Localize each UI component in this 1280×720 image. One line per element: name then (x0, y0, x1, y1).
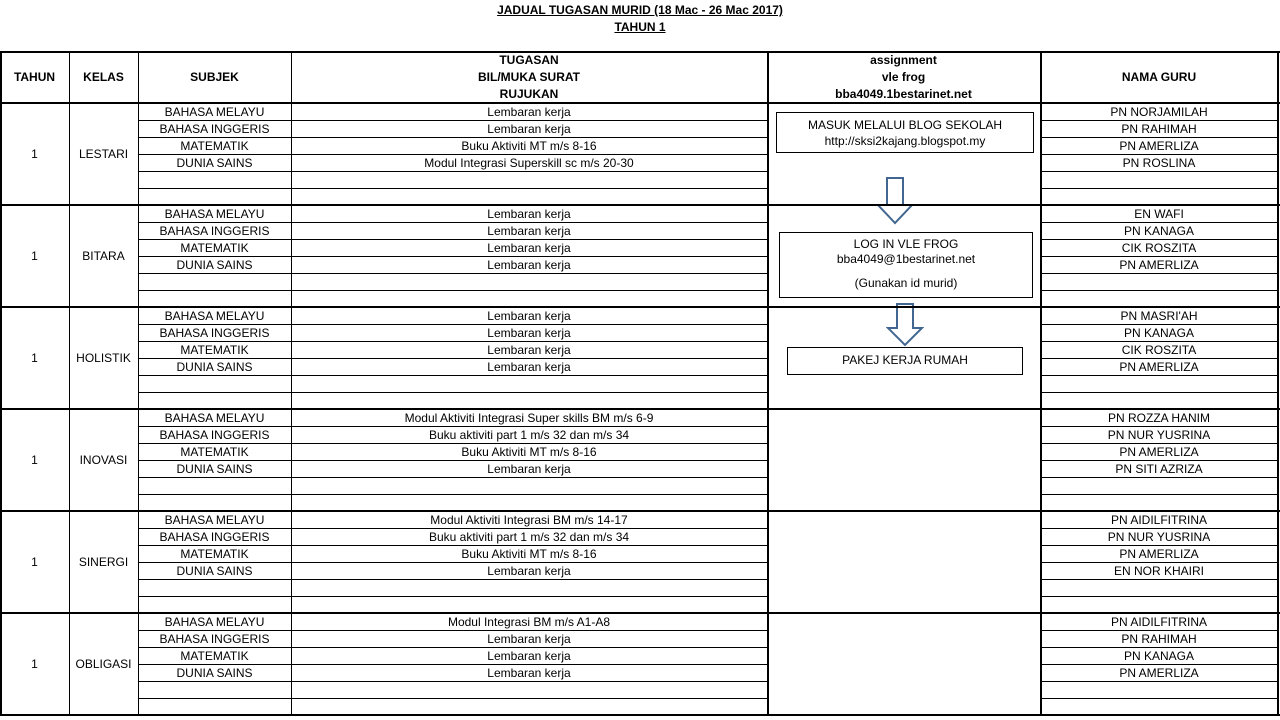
guru-cell (1040, 597, 1278, 613)
grid-vline (767, 52, 769, 715)
tugasan-cell: Buku aktiviti part 1 m/s 32 dan m/s 34 (428, 428, 630, 442)
tugasan-cell: Lembaran kerja (487, 309, 571, 323)
guru-cell: PN RAHIMAH (1121, 122, 1197, 136)
guru-cell (1040, 478, 1278, 494)
instruction-vle-login: bba4049@1bestarinet.net (836, 252, 976, 266)
subjek-cell: MATEMATIK (180, 343, 249, 357)
guru-cell: PN AIDILFITRINA (1110, 615, 1208, 629)
subjek-cell (138, 291, 291, 307)
header-assignment-line2: vle frog (881, 70, 926, 84)
tugasan-cell: Lembaran kerja (487, 649, 571, 663)
subjek-cell: MATEMATIK (180, 139, 249, 153)
header-subjek: SUBJEK (190, 70, 239, 84)
header-nama-guru: NAMA GURU (1121, 70, 1197, 84)
subjek-cell (138, 172, 291, 188)
guru-cell: PN KANAGA (1123, 649, 1195, 663)
tugasan-cell (291, 189, 767, 205)
subjek-cell: DUNIA SAINS (176, 462, 253, 476)
tugasan-cell: Modul Aktiviti Integrasi BM m/s 14-17 (430, 513, 628, 527)
subjek-cell: BAHASA INGGERIS (159, 326, 270, 340)
instruction-vle-line1: LOG IN VLE FROG (853, 237, 959, 251)
tugasan-cell (291, 274, 767, 290)
header-assignment-line1: assignment (870, 53, 937, 67)
guru-cell (1040, 172, 1278, 188)
guru-cell: EN WAFI (1134, 207, 1184, 221)
tugasan-cell: Buku Aktiviti MT m/s 8-16 (461, 139, 597, 153)
subjek-cell: DUNIA SAINS (176, 156, 253, 170)
kelas-cell: BITARA (82, 249, 125, 263)
subjek-cell: BAHASA MELAYU (164, 615, 265, 629)
guru-cell: PN SITI AZRIZA (1115, 462, 1203, 476)
tugasan-cell (291, 699, 767, 715)
tugasan-cell: Lembaran kerja (487, 360, 571, 374)
guru-cell (1040, 699, 1278, 715)
guru-cell (1040, 274, 1278, 290)
tugasan-cell: Lembaran kerja (487, 258, 571, 272)
instruction-box-pakej: PAKEJ KERJA RUMAH (787, 347, 1023, 375)
tugasan-cell (291, 376, 767, 392)
guru-cell: PN MASRI'AH (1120, 309, 1198, 323)
header-tahun: TAHUN (13, 70, 56, 84)
subjek-cell (138, 393, 291, 409)
header-kelas: KELAS (83, 70, 124, 84)
subjek-cell (138, 274, 291, 290)
tugasan-cell (291, 495, 767, 511)
tugasan-cell: Lembaran kerja (487, 241, 571, 255)
tahun-cell: 1 (31, 147, 38, 161)
guru-cell: PN NUR YUSRINA (1107, 530, 1211, 544)
tahun-cell: 1 (31, 351, 38, 365)
subjek-cell (138, 682, 291, 698)
tugasan-cell (291, 393, 767, 409)
kelas-cell: SINERGI (78, 555, 129, 569)
guru-cell: PN AMERLIZA (1119, 139, 1199, 153)
subjek-cell: BAHASA INGGERIS (159, 224, 270, 238)
subjek-cell: BAHASA INGGERIS (159, 530, 270, 544)
guru-cell: PN ROSLINA (1122, 156, 1196, 170)
tugasan-cell: Buku aktiviti part 1 m/s 32 dan m/s 34 (428, 530, 630, 544)
guru-cell: CIK ROSZITA (1121, 343, 1197, 357)
guru-cell: CIK ROSZITA (1121, 241, 1197, 255)
subjek-cell (138, 478, 291, 494)
guru-cell: PN AIDILFITRINA (1110, 513, 1208, 527)
subjek-cell: BAHASA MELAYU (164, 411, 265, 425)
tugasan-cell (291, 172, 767, 188)
grid-hline (0, 51, 1280, 53)
guru-cell: PN AMERLIZA (1119, 360, 1199, 374)
tahun-cell: 1 (31, 657, 38, 671)
tugasan-cell: Lembaran kerja (487, 122, 571, 136)
kelas-cell: INOVASI (79, 453, 128, 467)
tugasan-cell: Buku Aktiviti MT m/s 8-16 (461, 445, 597, 459)
guru-cell: PN KANAGA (1123, 224, 1195, 238)
instruction-box-blog (776, 112, 1034, 153)
guru-cell: PN ROZZA HANIM (1107, 411, 1210, 425)
tugasan-cell: Modul Integrasi Superskill sc m/s 20-30 (424, 156, 634, 170)
subjek-cell: MATEMATIK (180, 547, 249, 561)
header-assignment-line3: bba4049.1bestarinet.net (835, 87, 972, 101)
guru-cell (1040, 580, 1278, 596)
guru-cell: PN AMERLIZA (1119, 258, 1199, 272)
tugasan-cell: Lembaran kerja (487, 326, 571, 340)
kelas-cell: HOLISTIK (76, 351, 131, 365)
instruction-blog-url[interactable]: http://sksi2kajang.blogspot.my (824, 134, 986, 148)
tugasan-cell (291, 580, 767, 596)
guru-cell: PN KANAGA (1123, 326, 1195, 340)
subjek-cell: BAHASA MELAYU (164, 513, 265, 527)
guru-cell: PN NUR YUSRINA (1107, 428, 1211, 442)
guru-cell: PN AMERLIZA (1119, 445, 1199, 459)
guru-cell (1040, 376, 1278, 392)
subjek-cell: BAHASA INGGERIS (159, 122, 270, 136)
tahun-cell: 1 (31, 249, 38, 263)
subjek-cell (138, 495, 291, 511)
tugasan-cell (291, 682, 767, 698)
subjek-cell: DUNIA SAINS (176, 666, 253, 680)
guru-cell: PN NORJAMILAH (1110, 105, 1208, 119)
subjek-cell (138, 580, 291, 596)
page-subtitle: TAHUN 1 (614, 20, 666, 34)
guru-cell (1040, 189, 1278, 205)
tugasan-cell: Lembaran kerja (487, 343, 571, 357)
instruction-blog-line1: MASUK MELALUI BLOG SEKOLAH (807, 118, 1003, 132)
tugasan-cell (291, 478, 767, 494)
subjek-cell: MATEMATIK (180, 241, 249, 255)
kelas-cell: LESTARI (78, 147, 129, 161)
tugasan-cell: Lembaran kerja (487, 462, 571, 476)
subjek-cell: BAHASA MELAYU (164, 207, 265, 221)
guru-cell (1040, 682, 1278, 698)
tugasan-cell: Lembaran kerja (487, 105, 571, 119)
tugasan-cell (291, 597, 767, 613)
subjek-cell: DUNIA SAINS (176, 564, 253, 578)
subjek-cell: DUNIA SAINS (176, 258, 253, 272)
subjek-cell (138, 189, 291, 205)
arrow-down-icon (876, 177, 914, 225)
guru-cell: PN AMERLIZA (1119, 666, 1199, 680)
kelas-cell: OBLIGASI (75, 657, 132, 671)
tahun-cell: 1 (31, 453, 38, 467)
guru-cell (1040, 291, 1278, 307)
guru-cell (1040, 393, 1278, 409)
subjek-cell (138, 376, 291, 392)
header-tugasan-line2: BIL/MUKA SURAT (478, 70, 580, 84)
tugasan-cell: Modul Integrasi BM m/s A1-A8 (447, 615, 611, 629)
tugasan-cell: Modul Aktiviti Integrasi Super skills BM m/s 6-9 (404, 411, 654, 425)
instruction-vle-note: (Gunakan id murid) (854, 276, 958, 290)
subjek-cell: MATEMATIK (180, 445, 249, 459)
header-tugasan (291, 52, 767, 103)
subjek-cell: BAHASA INGGERIS (159, 428, 270, 442)
tugasan-cell: Lembaran kerja (487, 564, 571, 578)
page-title: JADUAL TUGASAN MURID (18 Mac - 26 Mac 2017) (497, 3, 783, 17)
tahun-cell: 1 (31, 555, 38, 569)
header-tugasan-line1: TUGASAN (499, 53, 559, 67)
arrow-down-icon (886, 303, 924, 347)
guru-cell: PN AMERLIZA (1119, 547, 1199, 561)
tugasan-cell (291, 291, 767, 307)
tugasan-cell: Lembaran kerja (487, 632, 571, 646)
tugasan-cell: Lembaran kerja (487, 224, 571, 238)
guru-cell: PN RAHIMAH (1121, 632, 1197, 646)
subjek-cell (138, 699, 291, 715)
subjek-cell: MATEMATIK (180, 649, 249, 663)
header-tugasan-line3: RUJUKAN (499, 87, 559, 101)
tugasan-cell: Buku Aktiviti MT m/s 8-16 (461, 547, 597, 561)
subjek-cell: BAHASA INGGERIS (159, 632, 270, 646)
subjek-cell: DUNIA SAINS (176, 360, 253, 374)
subjek-cell: BAHASA MELAYU (164, 105, 265, 119)
tugasan-cell: Lembaran kerja (487, 207, 571, 221)
header-assignment (767, 52, 1040, 103)
guru-cell (1040, 495, 1278, 511)
guru-cell: EN NOR KHAIRI (1113, 564, 1204, 578)
subjek-cell (138, 597, 291, 613)
tugasan-cell: Lembaran kerja (487, 666, 571, 680)
subjek-cell: BAHASA MELAYU (164, 309, 265, 323)
instruction-box-vle (779, 232, 1033, 298)
